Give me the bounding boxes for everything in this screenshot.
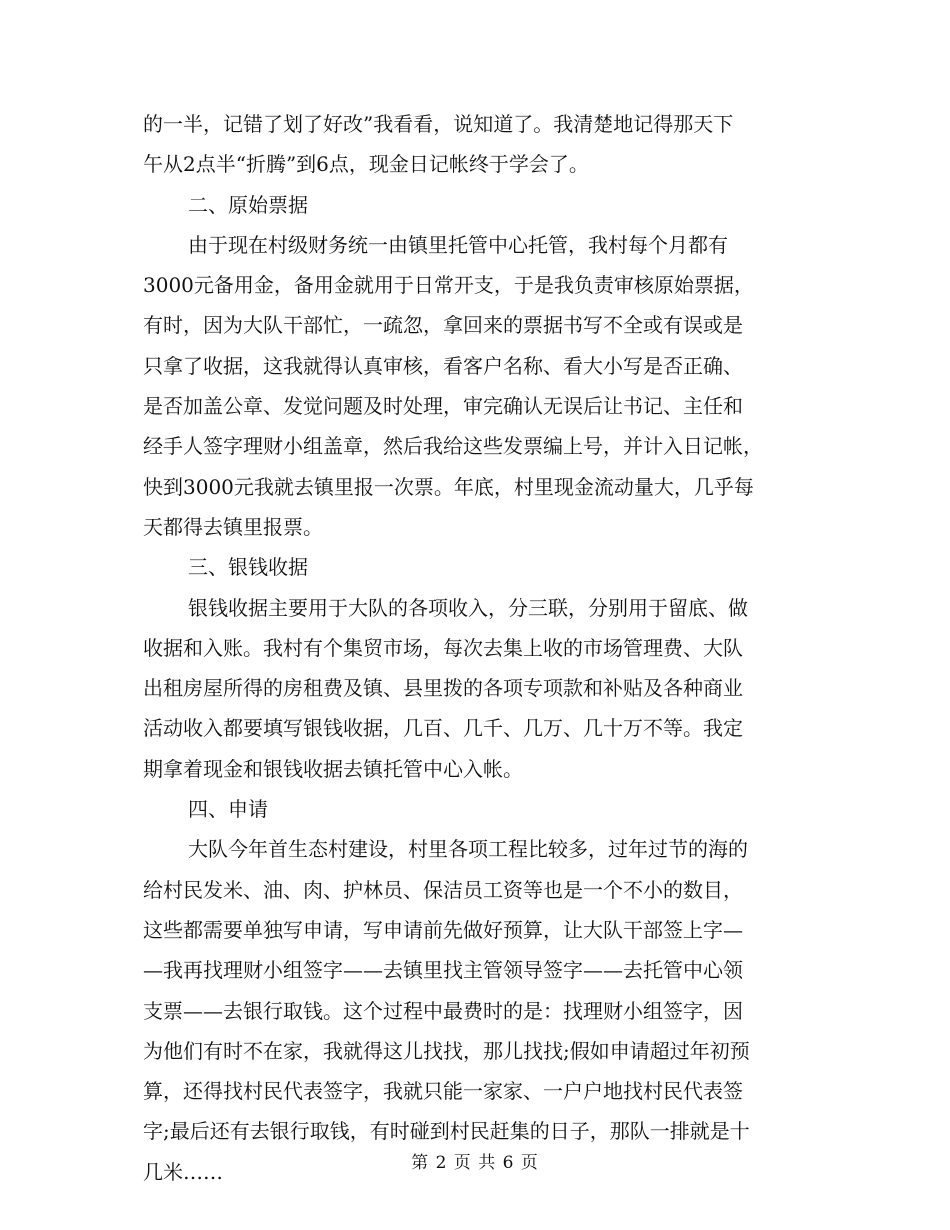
text-line: 几米…… xyxy=(143,1159,223,1184)
text-line: 的一半，记错了划了好改”我看看，说知道了。我清楚地记得那天下 xyxy=(143,112,734,136)
text-line: 有时，因为大队干部忙，一疏忽，拿回来的票据书写不全或有误或是 xyxy=(143,313,743,338)
text-line: 3000元备用金，备用金就用于日常开支，于是我负责审核原始票据， xyxy=(143,273,754,298)
text-line: 二、原始票据 xyxy=(188,192,308,217)
text-line: 为他们有时不在家，我就得这儿找找，那儿找找;假如申请超过年初预 xyxy=(143,1038,750,1063)
text-line: 出租房屋所得的房租费及镇、县里拨的各项专项款和补贴及各种商业 xyxy=(143,676,743,701)
text-line: 期拿着现金和银钱收据去镇托管中心入帐。 xyxy=(143,756,523,781)
text-line: 经手人签字理财小组盖章，然后我给这些发票编上号，并计入日记帐， xyxy=(143,434,763,459)
text-line: 字;最后还有去银行取钱，有时碰到村民赶集的日子，那队一排就是十 xyxy=(143,1119,750,1144)
text-line: 算，还得找村民代表签字，我就只能一家家、一户户地找村民代表签 xyxy=(143,1079,743,1104)
page-number-footer: 第 2 页 共 6 页 xyxy=(411,1153,539,1173)
text-line: 给村民发米、油、肉、护林员、保洁员工资等也是一个不小的数目， xyxy=(143,877,743,902)
text-line: 午从2点半“折腾”到6点，现金日记帐终于学会了。 xyxy=(143,152,589,177)
text-line: 由于现在村级财务统一由镇里托管中心托管，我村每个月都有 xyxy=(188,232,728,257)
text-line: 支票——去银行取钱。这个过程中最费时的是：找理财小组签字，因 xyxy=(143,998,743,1023)
text-line: 收据和入账。我村有个集贸市场，每次去集上收的市场管理费、大队 xyxy=(143,635,743,660)
text-line: 三、银钱收据 xyxy=(188,555,308,580)
text-line: 银钱收据主要用于大队的各项收入，分三联，分别用于留底、做 xyxy=(188,595,748,620)
text-line: 大队今年首生态村建设，村里各项工程比较多，过年过节的海的 xyxy=(188,837,748,862)
document-body xyxy=(143,104,811,1192)
text-line: 四、申请 xyxy=(188,797,268,822)
text-line: 天都得去镇里报票。 xyxy=(143,514,323,539)
text-line: 活动收入都要填写银钱收据，几百、几千、几万、几十万不等。我定 xyxy=(143,716,743,741)
text-line: 快到3000元我就去镇里报一次票。年底，村里现金流动量大，几乎每 xyxy=(143,474,754,499)
text-line: 这些都需要单独写申请，写申请前先做好预算，让大队干部签上字— xyxy=(143,917,743,942)
text-line: 是否加盖公章、发觉问题及时处理，审完确认无误后让书记、主任和 xyxy=(143,394,743,419)
text-line: —我再找理财小组签字——去镇里找主管领导签字——去托管中心领 xyxy=(143,958,743,983)
text-line: 只拿了收据，这我就得认真审核，看客户名称、看大小写是否正确、 xyxy=(143,353,743,378)
